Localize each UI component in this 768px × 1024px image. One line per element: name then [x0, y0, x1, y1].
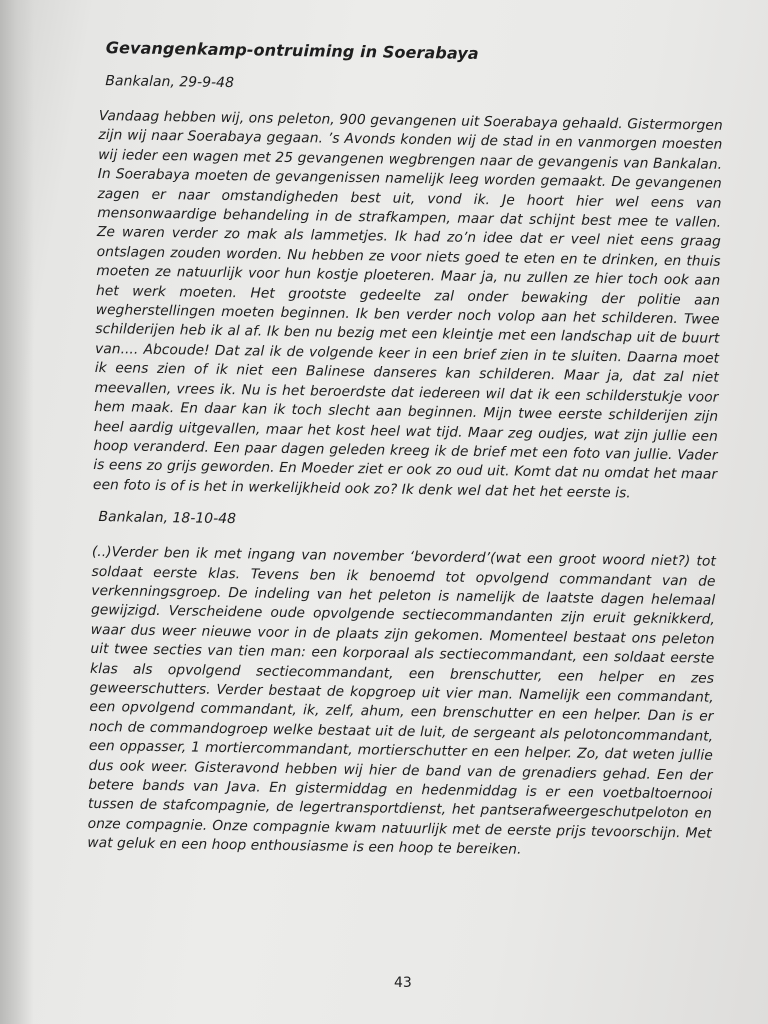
entry-date: Bankalan, 18-10-48 — [98, 509, 237, 528]
diary-entry-2 — [87, 509, 716, 863]
book-gutter-shadow — [0, 0, 34, 1024]
page-number: 43 — [394, 975, 412, 991]
entry-body: (..)Verder ben ik met ingang van november ‘bevorderd’(wat een groot woord niet?) tot soldaat eerste klas. Tevens ben ik benoemd tot opvolgend commandant van de verkenningsgroep. De indeling van het peleton is namelijk de laatste dagen helemaal gewijzigd. Verscheidene oude opvolgende sectiecommandanten zijn eruit geknikkerd, waar dus weer nieuwe voor in de plaats zijn gekomen. Momenteel bestaat ons peleton uit twee secties van tien man: een korporaal als sectiecommandant, een soldaat eerste klas als opvolgend sectiecommandant, een brenschutter, een helper en zes geweerschutters. Verder bestaat de kopgroep uit vier man. Namelijk een commandant, een opvolgend commandant, ik, zelf, ahum, een brenschutter en een helper. Dan is er noch de commandogroep welke bestaat uit de luit, de sergeant als pelotoncommandant, een oppasser, 1 mortiercommandant, mortierschutter en een helper. Zo, dat weten jullie dus ook weer. Gisteravond hebben wij hier de band van de grenadiers gehad. Een der betere bands van Java. En gistermiddag en hedenmiddag is er een voetbaltoernooi tussen de stafcompagnie, de legertransportdienst, het pantserafweergeschutpeloton en onze compagnie. Onze compagnie kwam natuurlijk met de eerste prijs tevoorschijn. Met wat geluk en een hoop enthousiasme is een hoop te bereiken. — [87, 544, 716, 858]
entry-body: Vandaag hebben wij, ons peleton, 900 gevangenen uit Soerabaya gehaald. Gistermorgen zijn wij naar Soerabaya gegaan. ’s Avonds konden wij de stad in en vanmorgen moesten wij ieder een wagen met 25 gevangenen wegbrengen naar de gevangenis van Bankalan. In Soerabaya moeten de gevangenissen namelijk leeg worden gemaakt. De gevangenen zagen er naar omstandigheden best uit, vond ik. Je hoort hier wel eens van mensonwaardige behandeling in de strafkampen, maar dat schijnt best mee te vallen. Ze waren verder zo mak als lammetjes. Ik had zo’n idee dat er veel niet eens graag ontslagen zouden worden. Nu hebben ze voor niets goed te eten en te drinken, en thuis moeten ze natuurlijk voor hun kostje ploeteren. Maar ja, nu zullen ze hier toch ook aan het werk moeten. Het grootste gedeelte zal onder bewaking der politie aan wegherstellingen moeten beginnen. Ik ben verder noch volop aan het schilderen. Twee schilderijen heb ik al af. Ik ben nu bezig met een kleintje met een landschap uit de buurt van.... Abcoude! Dat zal ik de volgende keer in een brief zien in te sluiten. Daarna moet ik eens zien of ik niet een Balinese danseres kan schilderen. Maar ja, dat zal niet meevallen, vrees ik. Nu is het beroerdste dat iedereen wil dat ik een schilderstukje voor hem maak. En daar kan ik toch slecht aan beginnen. Mijn twee eerste schilderijen zijn heel aardig uitgevallen, maar het kost heel wat tijd. Maar zeg oudjes, wat zijn jullie een hoop veranderd. Een paar dagen geleden kreeg ik de brief met een foto van jullie. Vader is eens zo grijs geworden. En Moeder ziet er ook zo oud uit. Komt dat nu omdat het maar een foto is of is het in werkelijkheid ook zo? Ik denk wel dat het het eerste is. — [92, 107, 723, 502]
entry-date: Bankalan, 29-9-48 — [105, 73, 235, 92]
diary-entry-1 — [93, 73, 724, 505]
chapter-title: Gevangenkamp-ontruiming in Soerabaya — [105, 38, 479, 63]
page-content — [87, 38, 724, 877]
